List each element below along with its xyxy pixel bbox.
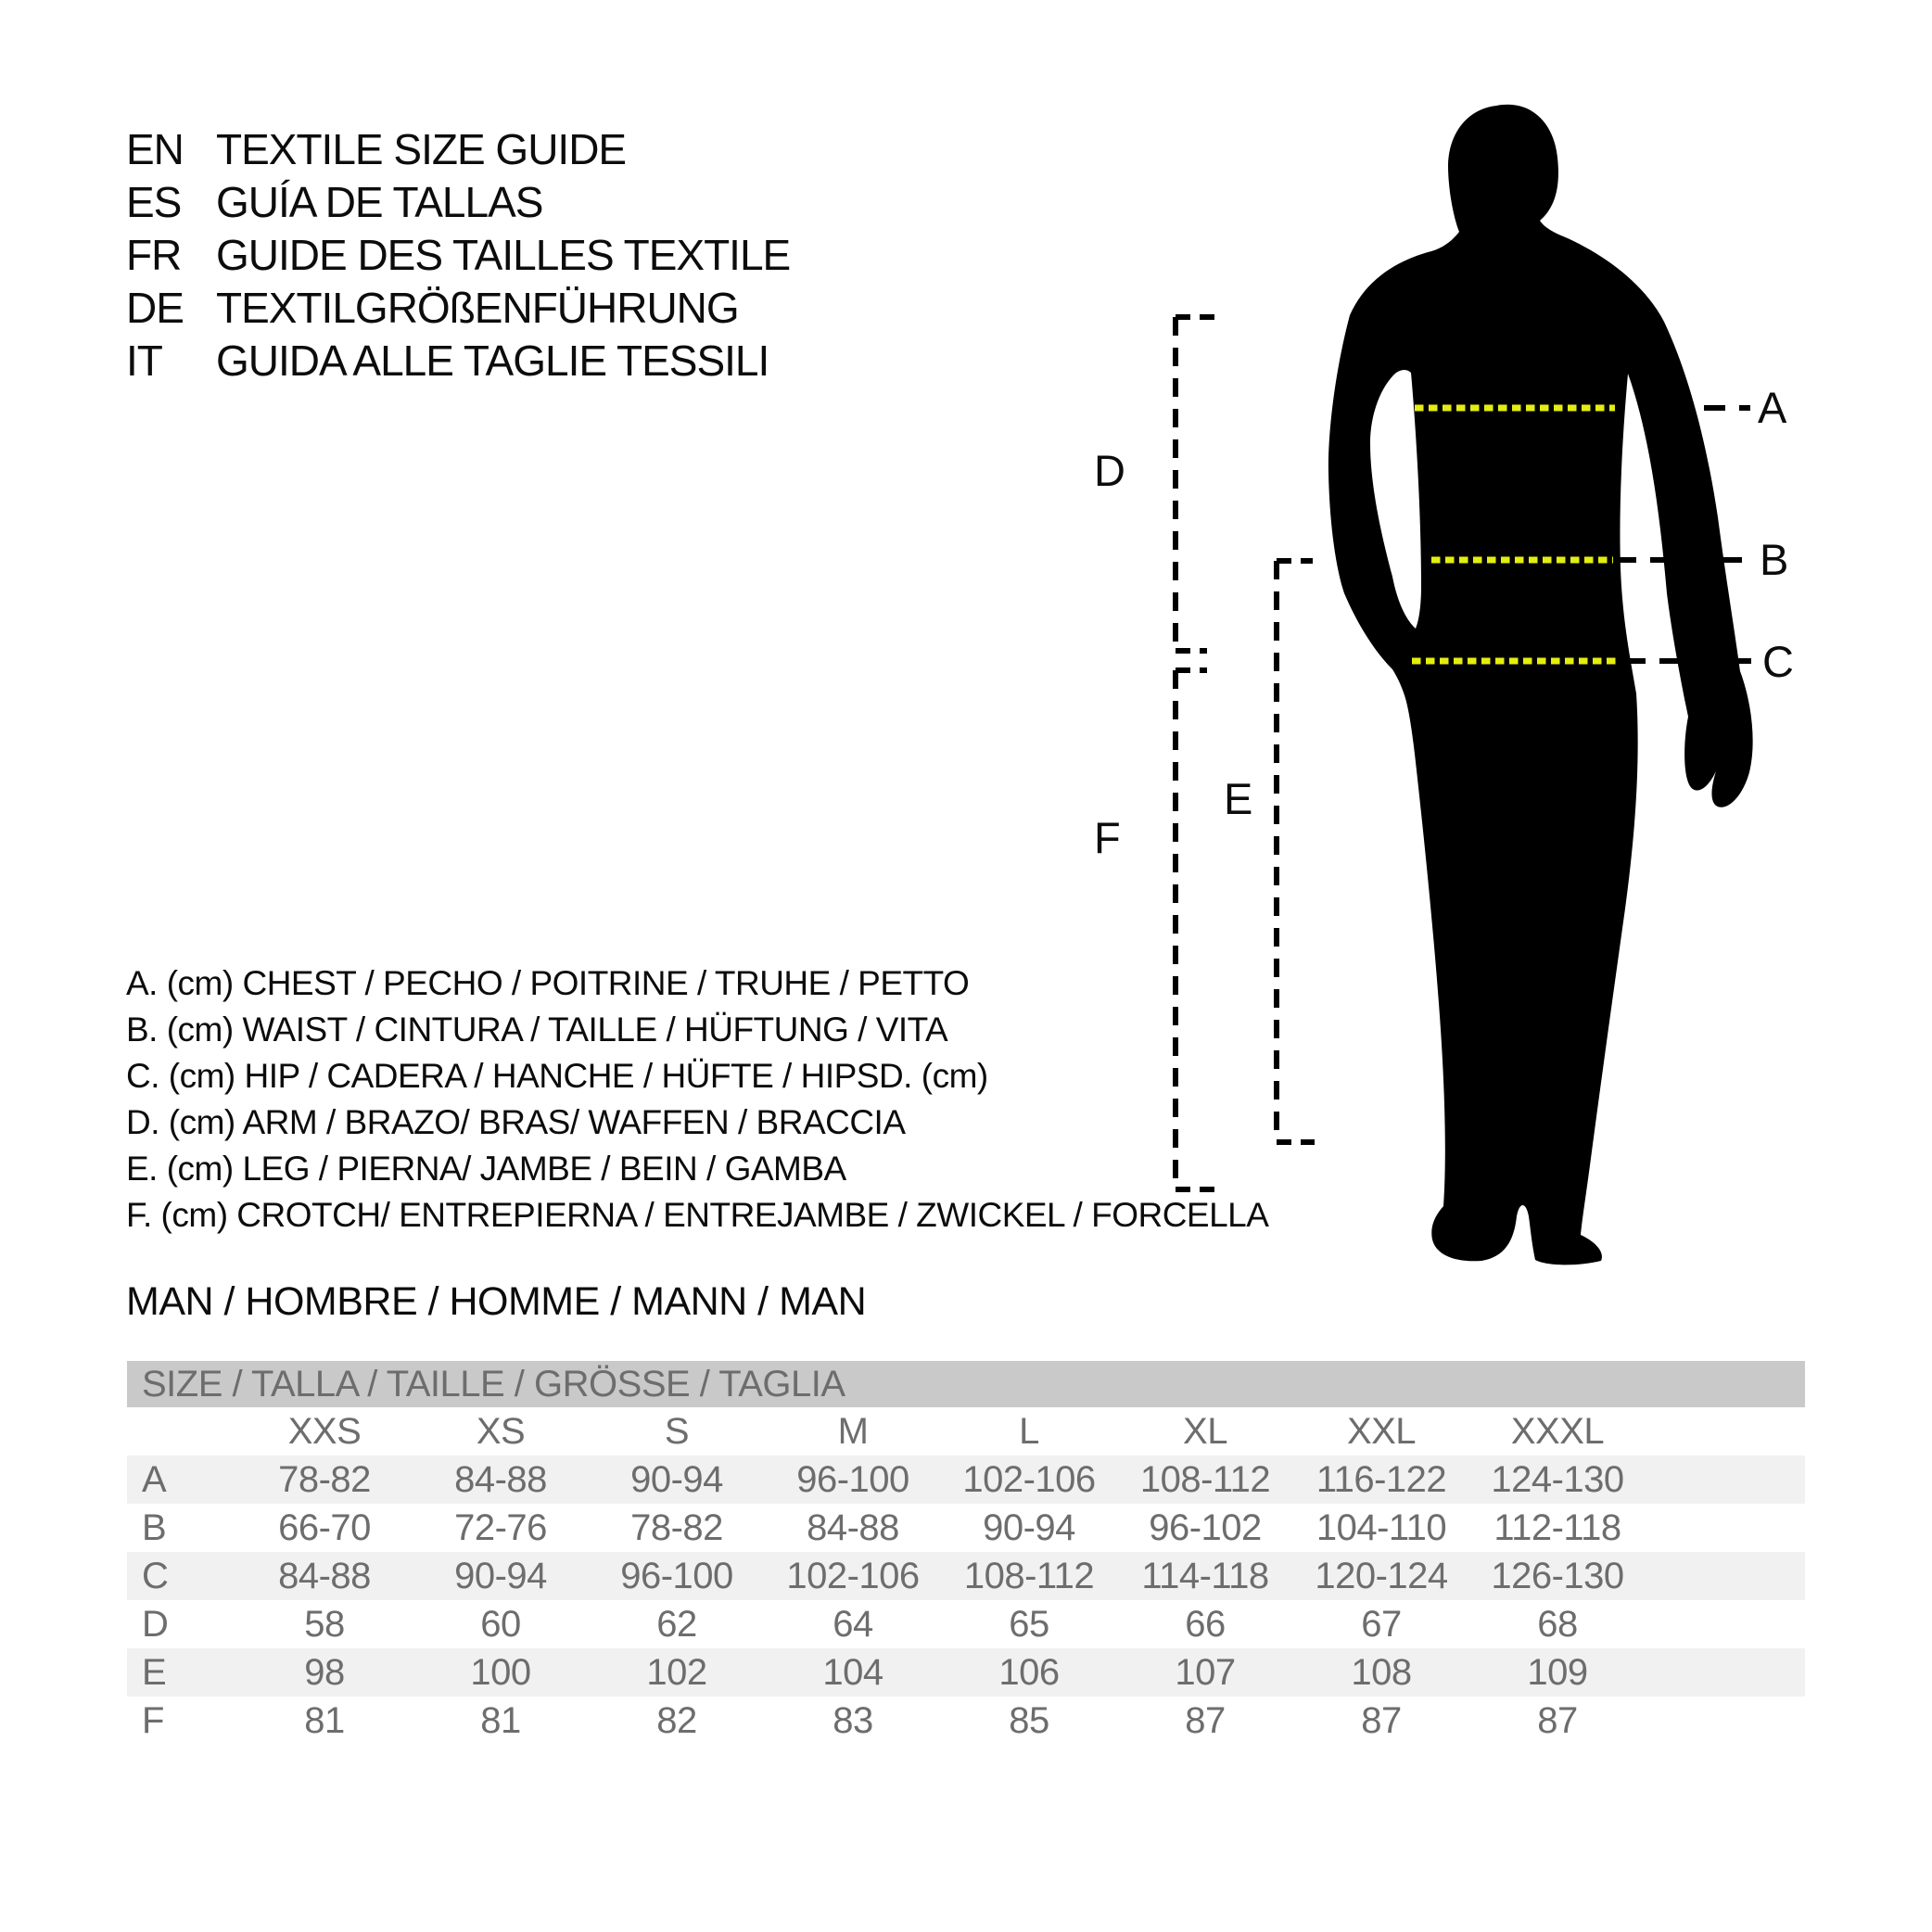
value-cell: 84-88 <box>278 1555 371 1596</box>
language-code: ES <box>126 178 182 226</box>
value-cell: 116-122 <box>1316 1458 1447 1500</box>
language-code: FR <box>126 231 182 279</box>
value-cell: 87 <box>1537 1699 1578 1741</box>
value-cell: 85 <box>1009 1699 1049 1741</box>
table-row <box>127 1504 1805 1552</box>
man-silhouette <box>1328 105 1753 1265</box>
value-cell: 90-94 <box>983 1506 1075 1548</box>
guide-title: GUÍA DE TALLAS <box>216 178 543 226</box>
value-cell: 96-100 <box>796 1458 909 1500</box>
label-arm: D <box>1094 446 1125 495</box>
guide-title: TEXTILE SIZE GUIDE <box>216 125 627 173</box>
value-cell: 87 <box>1185 1699 1226 1741</box>
legend-line: E. (cm) LEG / PIERNA/ JAMBE / BEIN / GAMBA <box>126 1150 846 1188</box>
value-cell: 102-106 <box>962 1458 1096 1500</box>
leg-measure-line <box>1277 561 1315 1142</box>
value-cell: 82 <box>656 1699 697 1741</box>
value-cell: 100 <box>470 1651 531 1693</box>
label-leg: E <box>1224 774 1253 823</box>
row-label-cell: F <box>142 1699 164 1741</box>
value-cell: 58 <box>304 1603 345 1645</box>
value-cell: 108-112 <box>963 1555 1095 1596</box>
value-cell: 65 <box>1009 1603 1049 1645</box>
size-header-cell: M <box>837 1410 869 1452</box>
value-cell: 102 <box>646 1651 707 1693</box>
row-label-cell: B <box>142 1506 167 1548</box>
value-cell: 102-106 <box>786 1555 920 1596</box>
language-code: IT <box>126 337 162 385</box>
label-hip: C <box>1762 637 1794 686</box>
value-cell: 104-110 <box>1316 1506 1447 1548</box>
value-cell: 64 <box>833 1603 873 1645</box>
measurement-legend <box>126 960 1268 1239</box>
arm-measure-line <box>1176 317 1218 651</box>
table-row <box>127 1697 1805 1745</box>
row-label-cell: C <box>142 1555 169 1596</box>
value-cell: 108-112 <box>1139 1458 1271 1500</box>
value-cell: 90-94 <box>630 1458 723 1500</box>
value-cell: 114-118 <box>1141 1555 1269 1596</box>
table-title: SIZE / TALLA / TAILLE / GRÖSSE / TAGLIA <box>142 1363 845 1405</box>
value-cell: 90-94 <box>454 1555 547 1596</box>
legend-line: D. (cm) ARM / BRAZO/ BRAS/ WAFFEN / BRACCIA <box>126 1103 906 1141</box>
value-cell: 83 <box>833 1699 873 1741</box>
size-header-cell: XS <box>476 1410 526 1452</box>
value-cell: 87 <box>1361 1699 1402 1741</box>
size-header-cell: XL <box>1183 1410 1227 1452</box>
value-cell: 84-88 <box>454 1458 547 1500</box>
language-code: EN <box>126 125 184 173</box>
value-cell: 81 <box>304 1699 345 1741</box>
table-row <box>127 1648 1805 1697</box>
legend-line: F. (cm) CROTCH/ ENTREPIERNA / ENTREJAMBE / ZWICKEL / FORCELLA <box>126 1196 1269 1234</box>
table-title-bar <box>127 1361 1805 1407</box>
size-header-cell: XXS <box>287 1410 362 1452</box>
table-row <box>127 1552 1805 1600</box>
value-cell: 124-130 <box>1491 1458 1624 1500</box>
row-label-cell: E <box>142 1651 167 1693</box>
label-crotch: F <box>1094 813 1121 862</box>
table-header-row <box>127 1407 1805 1455</box>
language-code: DE <box>126 284 184 332</box>
table-row <box>127 1600 1805 1648</box>
table-row <box>127 1455 1805 1504</box>
legend-line: A. (cm) CHEST / PECHO / POITRINE / TRUHE / PETTO <box>126 964 970 1002</box>
value-cell: 81 <box>480 1699 521 1741</box>
value-cell: 120-124 <box>1315 1555 1448 1596</box>
value-cell: 78-82 <box>278 1458 371 1500</box>
guide-title: GUIDE DES TAILLES TEXTILE <box>216 231 791 279</box>
value-cell: 96-102 <box>1149 1506 1262 1548</box>
value-cell: 66 <box>1185 1603 1226 1645</box>
gender-heading: MAN / HOMBRE / HOMME / MANN / MAN <box>126 1279 867 1324</box>
value-cell: 84-88 <box>807 1506 899 1548</box>
label-waist: B <box>1760 535 1789 584</box>
value-cell: 68 <box>1537 1603 1578 1645</box>
label-chest: A <box>1758 383 1787 432</box>
legend-line: B. (cm) WAIST / CINTURA / TAILLE / HÜFTUNG / VITA <box>126 1010 948 1049</box>
value-cell: 60 <box>480 1603 521 1645</box>
value-cell: 96-100 <box>620 1555 733 1596</box>
size-header-cell: S <box>664 1410 690 1452</box>
value-cell: 67 <box>1361 1603 1402 1645</box>
value-cell: 106 <box>998 1651 1060 1693</box>
value-cell: 62 <box>656 1603 697 1645</box>
guide-title: GUIDA ALLE TAGLIE TESSILI <box>216 337 769 385</box>
size-header-cell: XXXL <box>1510 1410 1605 1452</box>
size-header-cell: L <box>1019 1410 1039 1452</box>
guide-title: TEXTILGRÖßENFÜHRUNG <box>216 284 739 332</box>
value-cell: 72-76 <box>454 1506 547 1548</box>
table-grid <box>127 1407 1805 1745</box>
value-cell: 98 <box>304 1651 345 1693</box>
row-label-cell: A <box>142 1458 167 1500</box>
value-cell: 66-70 <box>278 1506 371 1548</box>
value-cell: 104 <box>822 1651 883 1693</box>
row-label-cell: D <box>142 1603 169 1645</box>
value-cell: 78-82 <box>630 1506 723 1548</box>
value-cell: 108 <box>1351 1651 1412 1693</box>
value-cell: 109 <box>1527 1651 1588 1693</box>
size-table <box>127 1361 1805 1745</box>
value-cell: 107 <box>1175 1651 1236 1693</box>
legend-line: C. (cm) HIP / CADERA / HANCHE / HÜFTE / HIPSD. (cm) <box>126 1057 988 1095</box>
value-cell: 112-118 <box>1493 1506 1621 1548</box>
value-cell: 126-130 <box>1491 1555 1624 1596</box>
size-header-cell: XXL <box>1346 1410 1417 1452</box>
